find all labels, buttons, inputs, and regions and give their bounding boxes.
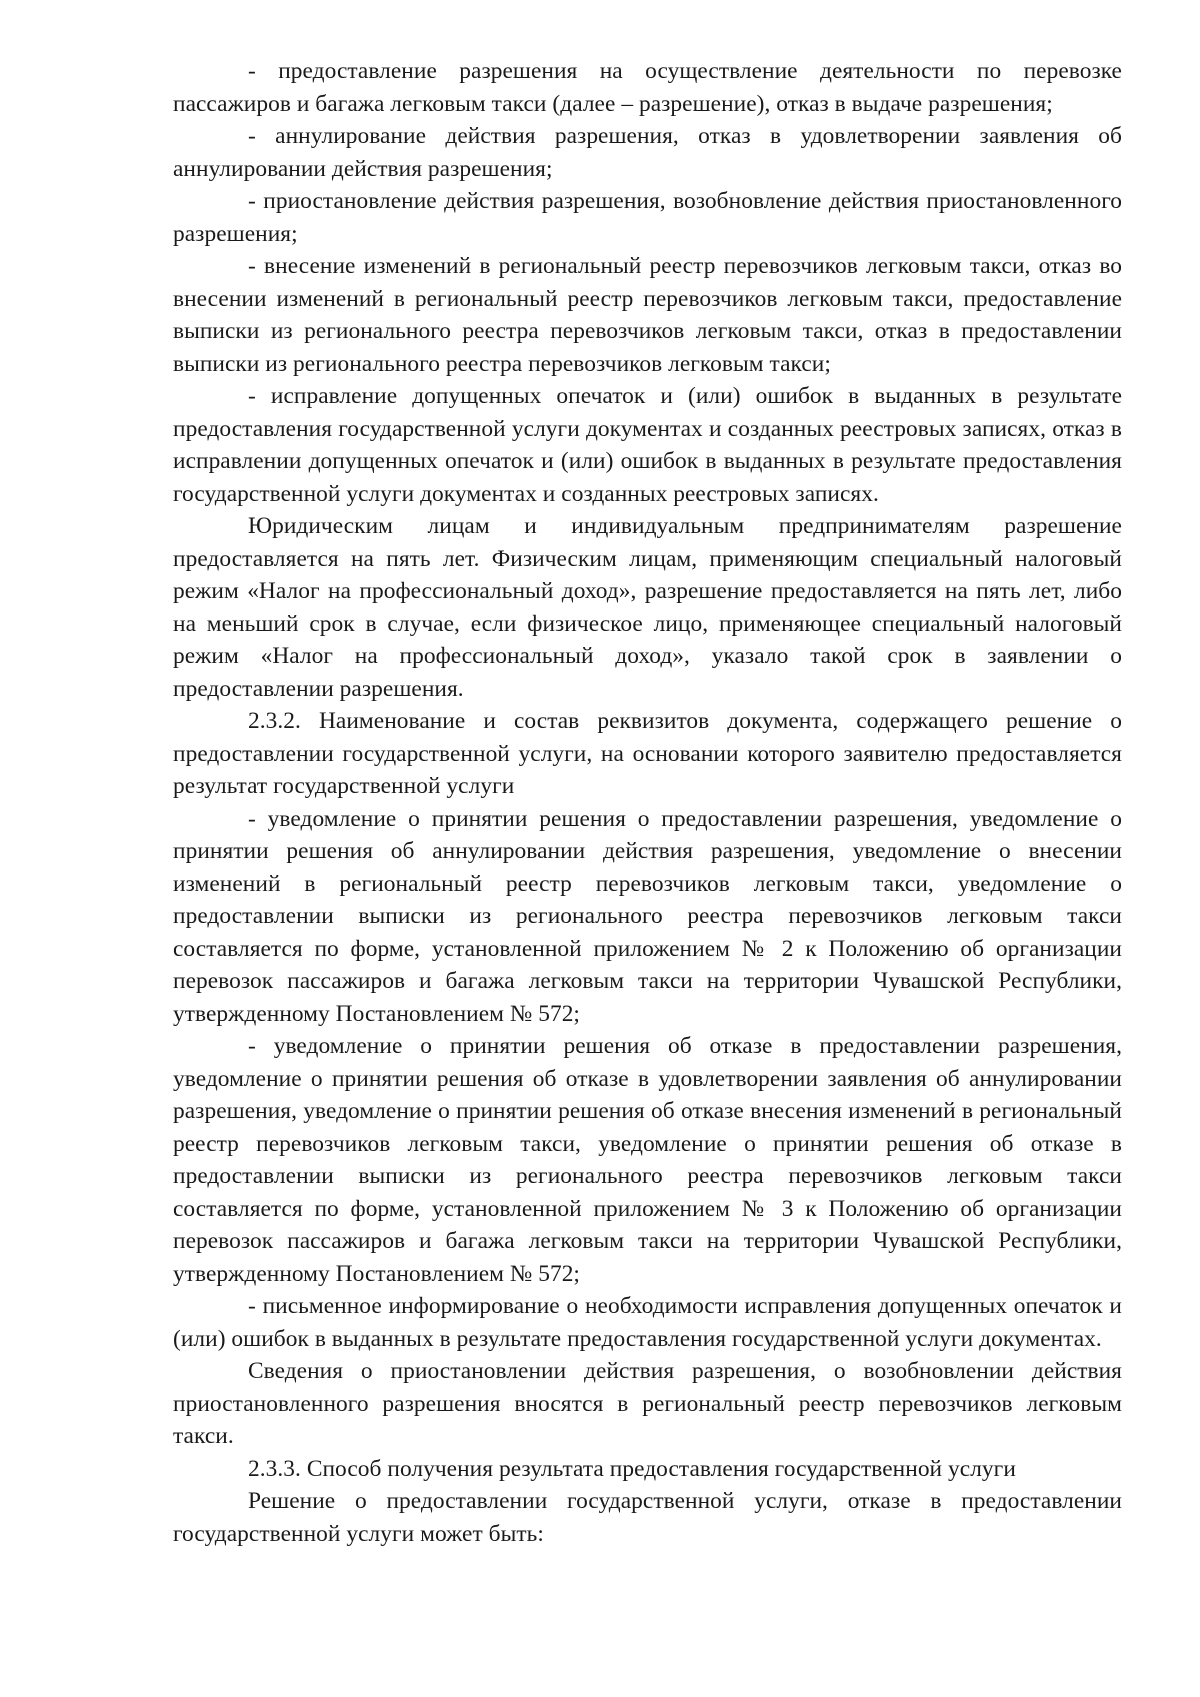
- paragraph-permit-annulment: - аннулирование действия разрешения, отказ в удовлетворении заявления об аннулировании действия разрешения;: [173, 123, 1122, 182]
- document-body: [173, 55, 1122, 1550]
- paragraph-permit-suspension: - приостановление действия разрешения, возобновление действия приостановленного разрешения;: [173, 188, 1122, 247]
- paragraph-notice-approval: - уведомление о принятии решения о предоставлении разрешения, уведомление о принятии решения об аннулировании действия разрешения, уведомление о внесении изменений в региональный реестр перевозчиков легковым такси, уведомление о предоставлении выписки из регионального реестра перевозчиков легковым такси составляется по форме, установленной приложением № 2 к Положению об организации перевозок пассажиров и багажа легковым такси на территории Чувашской Республики, утвержденному Постановлением № 572;: [173, 805, 1122, 1027]
- paragraph-decision-delivery: Решение о предоставлении государственной услуги, отказе в предоставлении государственной услуги может быть:: [173, 1488, 1122, 1547]
- paragraph-permit-issuance: - предоставление разрешения на осуществление деятельности по перевозке пассажиров и багажа легковым такси (далее – разрешение), отказ в выдаче разрешения;: [173, 58, 1122, 117]
- section-2-3-2-heading: 2.3.2. Наименование и состав реквизитов документа, содержащего решение о предоставлении государственной услуги, на основании которого заявителю предоставляется результат государственной услуги: [173, 708, 1122, 799]
- paragraph-notice-refusal: - уведомление о принятии решения об отказе в предоставлении разрешения, уведомление о принятии решения об отказе в удовлетворении заявления об аннулировании разрешения, уведомление о принятии решения об отказе внесения изменений в региональный реестр перевозчиков легковым такси, уведомление о принятии решения об отказе в предоставлении выписки из регионального реестра перевозчиков легковым такси составляется по форме, установленной приложением № 3 к Положению об организации перевозок пассажиров и багажа легковым такси на территории Чувашской Республики, утвержденному Постановлением № 572;: [173, 1033, 1122, 1287]
- paragraph-suspension-info: Сведения о приостановлении действия разрешения, о возобновлении действия приостановленного разрешения вносятся в региональный реестр перевозчиков легковым такси.: [173, 1358, 1122, 1449]
- section-2-3-3-heading: 2.3.3. Способ получения результата предоставления государственной услуги: [248, 1455, 1016, 1482]
- paragraph-written-informing: - письменное информирование о необходимости исправления допущенных опечаток и (или) ошибок в выданных в результате предоставления государственной услуги документах.: [173, 1293, 1122, 1352]
- paragraph-error-correction: - исправление допущенных опечаток и (или) ошибок в выданных в результате предоставления государственной услуги документах и созданных реестровых записях, отказ в исправлении допущенных опечаток и (или) ошибок в выданных в результате предоставления государственной услуги документах и созданных реестровых записях.: [173, 383, 1122, 507]
- paragraph-permit-term: Юридическим лицам и индивидуальным предпринимателям разрешение предоставляется на пять лет. Физическим лицам, применяющим специальный налоговый режим «Налог на профессиональный доход», разрешение предоставляется на пять лет, либо на меньший срок в случае, если физическое лицо, применяющее специальный налоговый режим «Налог на профессиональный доход», указало такой срок в заявлении о предоставлении разрешения.: [173, 513, 1122, 702]
- paragraph-registry-changes: - внесение изменений в региональный реестр перевозчиков легковым такси, отказ во внесении изменений в региональный реестр перевозчиков легковым такси, предоставление выписки из регионального реестра перевозчиков легковым такси, отказ в предоставлении выписки из регионального реестра перевозчиков легковым такси;: [173, 253, 1122, 377]
